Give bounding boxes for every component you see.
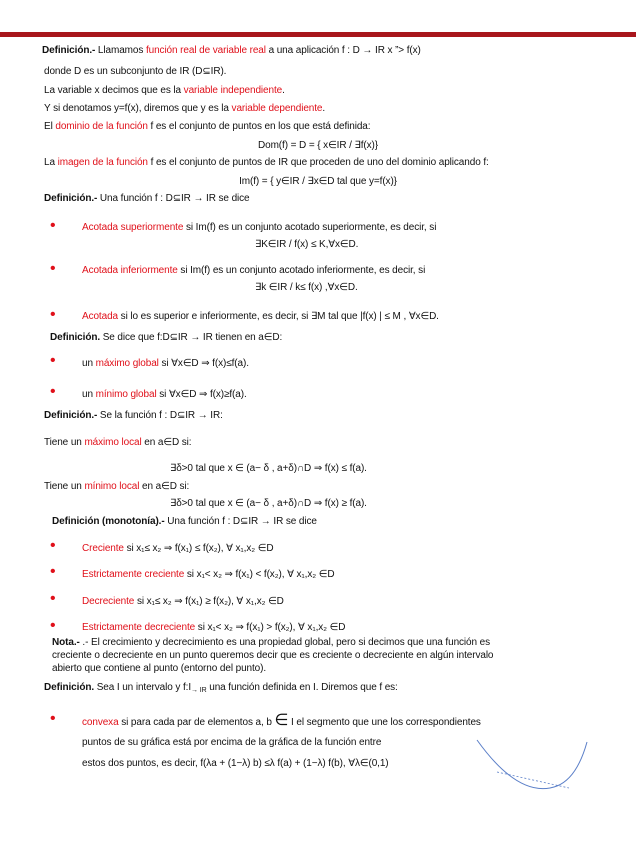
text-line: estos dos puntos, es decir, f(λa + (1−λ) b) ≤λ f(a) + (1−λ) f(b), ∀λ∈(0,1) [82, 758, 389, 769]
bullet-icon: • [50, 617, 56, 634]
note-line: creciente o decreciente en un punto queremos decir que es creciente o decreciente en algún intervalo [52, 650, 494, 661]
text-line: Creciente si x₁≤ x₂ ⇒ f(x₁) ≤ f(x₂), ∀ x₁,x₂ ∈D [82, 543, 274, 554]
def-local-line: Definición.- Se la función f : D⊆IR → IR: [44, 410, 223, 421]
formula-domain: Dom(f) = D = { x∈IR / ∃f(x)} [257, 140, 379, 151]
bullet-icon: • [50, 537, 56, 554]
def-convex-line: Definición. Sea I un intervalo y $f:I_{\to IR}$ una función definida en I. Diremos que f es: [44, 682, 398, 694]
text-line: La imagen de la función f es el conjunto de puntos de IR que proceden de uno del dominio aplicando f: [44, 157, 489, 168]
convex-graph [475, 738, 595, 796]
formula-line: ∃δ>0 tal que x ∈ (a− δ , a+δ)∩D ⇒ f(x) ≥ f(a). [170, 498, 367, 509]
bullet-icon: • [50, 352, 56, 369]
bullet-icon: • [50, 590, 56, 607]
text-line: Acotada si lo es superior e inferiormente, es decir, si ∃M tal que |f(x) | ≤ M , ∀x∈D. [82, 311, 439, 322]
text-line: convexa si para cada par de elementos a, b ∈ I el segmento que une los correspondientes [82, 712, 481, 729]
convex-curve [477, 740, 587, 789]
text-line: Estrictamente decreciente si x₁< x₂ ⇒ f(x₁) > f(x₂), ∀ x₁,x₂ ∈D [82, 622, 346, 633]
text-line: Tiene un máximo local en a∈D si: [44, 437, 192, 448]
formula-line: ∃δ>0 tal que x ∈ (a− δ , a+δ)∩D ⇒ f(x) ≤ f(a). [170, 463, 367, 474]
bullet-icon: • [50, 710, 56, 727]
text-line: puntos de su gráfica está por encima de la gráfica de la función entre [82, 737, 382, 748]
header-bar [0, 32, 636, 37]
bullet-icon: • [50, 306, 56, 323]
note-line: abierto que contiene al punto (entorno del punto). [52, 663, 267, 674]
text-line: un máximo global si ∀x∈D ⇒ f(x)≤f(a). [82, 358, 249, 369]
text-line: Acotada superiormente si Im(f) es un conjunto acotado superiormente, es decir, si [82, 222, 437, 233]
text-line: donde D es un subconjunto de IR (D⊆IR). [44, 66, 227, 77]
formula-line: ∃K∈IR / f(x) ≤ K,∀x∈D. [255, 239, 359, 250]
note-line: Nota.- .- El crecimiento y decrecimiento es una propiedad global, pero si decimos que una función es [52, 637, 491, 648]
text-line: El dominio de la función f es el conjunto de puntos en los que está definida: [44, 121, 371, 132]
bullet-icon: • [50, 563, 56, 580]
bullet-icon: • [50, 383, 56, 400]
text-line: Decreciente si x₁≤ x₂ ⇒ f(x₁) ≥ f(x₂), ∀ x₁,x₂ ∈D [82, 596, 284, 607]
text-line: un mínimo global si ∀x∈D ⇒ f(x)≥f(a). [82, 389, 247, 400]
text-line: Tiene un mínimo local en a∈D si: [44, 481, 190, 492]
formula-line: ∃k ∈IR / k≤ f(x) ,∀x∈D. [255, 282, 358, 293]
formula-image: Im(f) = { y∈IR / ∃x∈D tal que y=f(x)} [239, 176, 397, 187]
text-line: Y si denotamos y=f(x), diremos que y es la variable dependiente. [44, 103, 326, 114]
bullet-icon: • [50, 217, 56, 234]
def-extremum-line: Definición. Se dice que f:D⊆IR → IR tienen en a∈D: [50, 332, 283, 343]
def-function-line: Definición.- Llamamos función real de variable real a una aplicación f : D → IR x ”> f(x) [42, 45, 421, 56]
def-bounded-line: Definición.- Una función f : D⊆IR → IR se dice [44, 193, 250, 204]
def-monotonic-line: Definición (monotonía).- Una función f : D⊆IR → IR se dice [52, 516, 317, 527]
bullet-icon: • [50, 260, 56, 277]
text-line: La variable x decimos que es la variable independiente. [44, 85, 285, 96]
text-line: Acotada inferiormente si Im(f) es un conjunto acotado inferiormente, es decir, si [82, 265, 426, 276]
text-line: Estrictamente creciente si x₁< x₂ ⇒ f(x₁) < f(x₂), ∀ x₁,x₂ ∈D [82, 569, 335, 580]
